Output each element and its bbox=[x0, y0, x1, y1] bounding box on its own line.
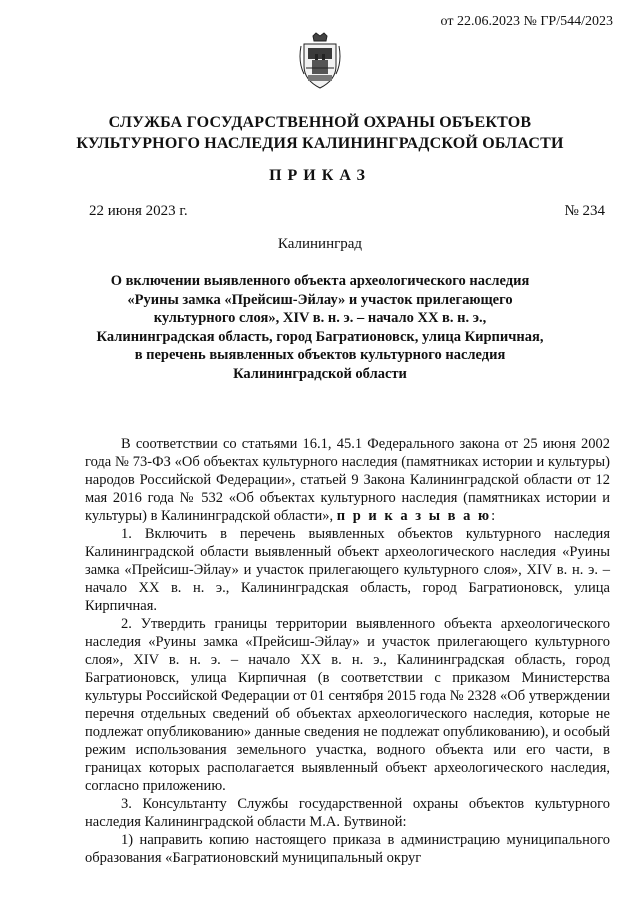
title-line: культурного слоя», XIV в. н. э. – начало XX в. н. э., bbox=[153, 310, 487, 326]
item-3: 3. Консультанту Службы государственной охраны объектов культурного наследия Калининградской области М.А. Бутвиной: bbox=[85, 796, 610, 830]
agency-name-line: СЛУЖБА ГОСУДАРСТВЕННОЙ ОХРАНЫ ОБЪЕКТОВ bbox=[108, 114, 532, 131]
preamble-paragraph bbox=[85, 435, 610, 525]
item-1: 1. Включить в перечень выявленных объектов культурного наследия Калининградской области выявленный объект археологического наследия «Руины замка «Прейсиш-Эйлау» и участок прилегающего культурного слоя», XIV в. н. э. – начало XX в. н. э., Калининградская область, город Багратионовск, улица Кирпичная. bbox=[85, 526, 610, 614]
title-line: О включении выявленного объекта археологического наследия bbox=[110, 273, 530, 289]
item-2: 2. Утвердить границы территории выявленного объекта археологического наследия «Руины замка «Прейсиш-Эйлау» и участок прилегающего культурного слоя», XIV в. н. э. – начало XX в. н. э., Калининградская область, город Багратионовск, улица Кирпичная (в соответствии с приказом Министерства культуры Российской Федерации от 01 сентября 2015 года № 2328 «Об утверждении перечня отдельных сведений об объектах археологического наследия, которые не подлежат опубликованию» данные сведения не подлежат опубликованию), и особый режим использования земельного участка, водного объекта или его части, в границах которых располагается выявленный объект археологического наследия, согласно приложению. bbox=[85, 616, 610, 794]
document-city: Калининград bbox=[277, 236, 363, 252]
document-type: ПРИКАЗ bbox=[269, 167, 371, 184]
title-line: Калининградской области bbox=[233, 365, 407, 382]
title-line: в перечень выявленных объектов культурного наследия bbox=[134, 347, 506, 363]
agency-name bbox=[40, 112, 600, 154]
title-line: Калининградская область, город Багратионовск, улица Кирпичная, bbox=[96, 328, 544, 345]
coat-of-arms-icon bbox=[298, 32, 342, 90]
order-keyword: п р и к а з ы в а ю bbox=[336, 508, 492, 524]
agency-name-line: КУЛЬТУРНОГО НАСЛЕДИЯ КАЛИНИНГРАДСКОЙ ОБЛАСТИ bbox=[76, 135, 564, 152]
document-date: 22 июня 2023 г. bbox=[89, 203, 188, 219]
document-reference: от 22.06.2023 № ГР/544/2023 bbox=[440, 14, 613, 29]
document-body bbox=[85, 435, 610, 867]
document-title bbox=[70, 272, 570, 383]
title-line: «Руины замка «Прейсиш-Эйлау» и участок прилегающего bbox=[127, 291, 513, 308]
item-3-1: 1) направить копию настоящего приказа в администрацию муниципального образования «Багратионовский муниципальный округ bbox=[85, 832, 610, 866]
preamble-text: В соответствии со статьями 16.1, 45.1 Федерального закона от 25 июня 2002 года № 73-ФЗ «Об объектах культурного наследия (памятниках истории и культуры) народов Российской Федерации», статьей 9 Закона Калининградской области от 12 мая 2016 года № 532 «Об объектах культурного наследия (памятниках истории и культуры) в Калининградской области», bbox=[85, 436, 610, 524]
document-number: № 234 bbox=[564, 203, 605, 219]
preamble-end: : bbox=[491, 508, 496, 524]
